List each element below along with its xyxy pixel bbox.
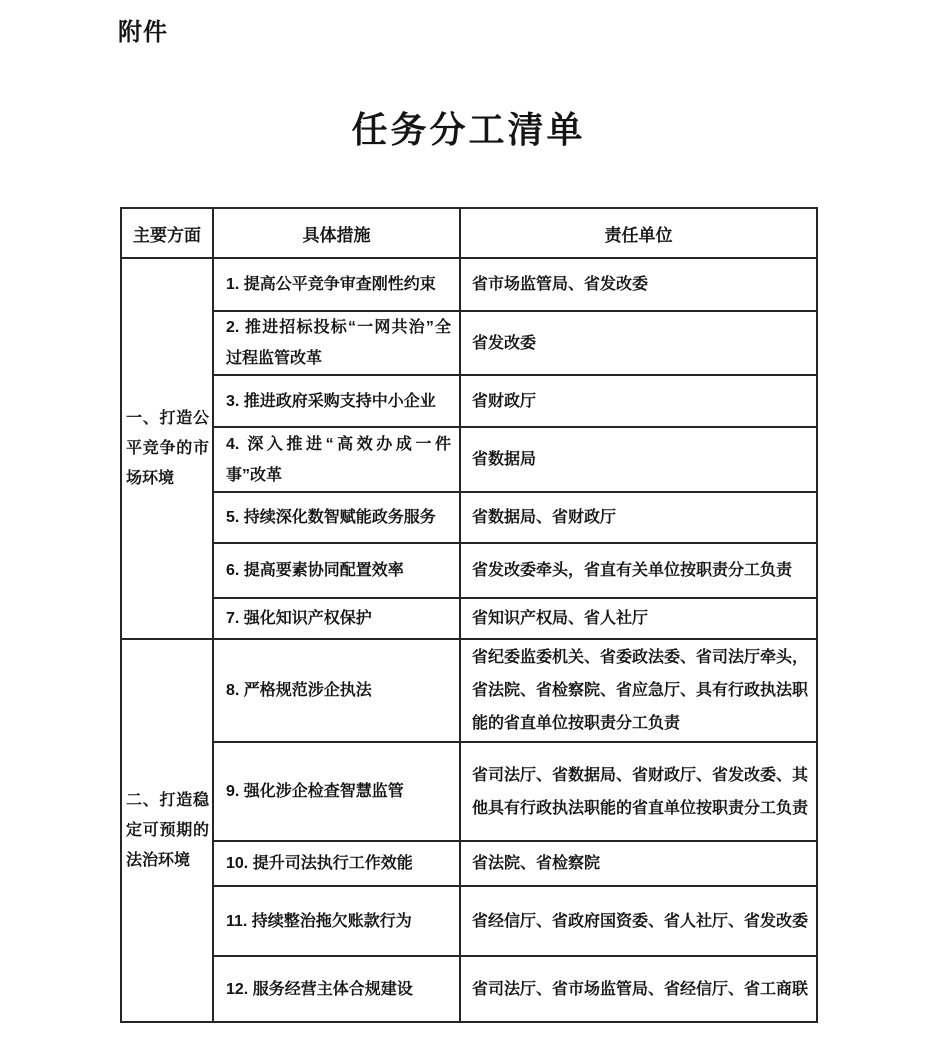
unit-cell: 省知识产权局、省人社厅 (460, 598, 817, 639)
header-main-aspect: 主要方面 (121, 208, 213, 258)
table-row (121, 742, 817, 841)
unit-cell: 省数据局、省财政厅 (460, 492, 817, 543)
table-row (121, 886, 817, 956)
table-row (121, 375, 817, 427)
measure-cell: 1. 提高公平竞争审查刚性约束 (213, 258, 460, 311)
table-row (121, 427, 817, 492)
table-header-row (121, 208, 817, 258)
group-cell-legal-environment: 二、打造稳定可预期的法治环境 (121, 639, 213, 1022)
measure-cell: 9. 强化涉企检查智慧监管 (213, 742, 460, 841)
unit-cell: 省经信厅、省政府国资委、省人社厅、省发改委 (460, 886, 817, 956)
unit-cell: 省财政厅 (460, 375, 817, 427)
header-responsible-unit: 责任单位 (460, 208, 817, 258)
unit-cell: 省数据局 (460, 427, 817, 492)
group-cell-market-environment: 一、打造公平竞争的市场环境 (121, 258, 213, 639)
page-title: 任务分工清单 (351, 110, 586, 150)
measure-cell: 10. 提升司法执行工作效能 (213, 841, 460, 886)
unit-cell: 省司法厅、省数据局、省财政厅、省发改委、其他具有行政执法职能的省直单位按职责分工负责 (460, 742, 817, 841)
table-row (121, 492, 817, 543)
measure-cell: 8. 严格规范涉企执法 (213, 639, 460, 742)
measure-cell: 6. 提高要素协同配置效率 (213, 543, 460, 598)
unit-cell: 省发改委 (460, 311, 817, 375)
measure-cell: 12. 服务经营主体合规建设 (213, 956, 460, 1022)
unit-cell: 省纪委监委机关、省委政法委、省司法厅牵头，省法院、省检察院、省应急厅、具有行政执法职能的省直单位按职责分工负责 (460, 639, 817, 742)
measure-cell: 5. 持续深化数智赋能政务服务 (213, 492, 460, 543)
unit-cell: 省发改委牵头，省直有关单位按职责分工负责 (460, 543, 817, 598)
table-row (121, 639, 817, 742)
attachment-label: 附件 (118, 19, 168, 46)
table-row (121, 956, 817, 1022)
unit-cell: 省法院、省检察院 (460, 841, 817, 886)
measure-cell: 2. 推进招标投标“一网共治”全过程监管改革 (213, 311, 460, 375)
table-row (121, 543, 817, 598)
table-row (121, 598, 817, 639)
unit-cell: 省市场监管局、省发改委 (460, 258, 817, 311)
task-assignment-table (120, 207, 818, 1023)
unit-cell: 省司法厅、省市场监管局、省经信厅、省工商联 (460, 956, 817, 1022)
table-row (121, 258, 817, 311)
measure-cell: 3. 推进政府采购支持中小企业 (213, 375, 460, 427)
measure-cell: 11. 持续整治拖欠账款行为 (213, 886, 460, 956)
measure-cell: 7. 强化知识产权保护 (213, 598, 460, 639)
table-row (121, 841, 817, 886)
table-row (121, 311, 817, 375)
header-measures: 具体措施 (213, 208, 460, 258)
measure-cell: 4. 深入推进“高效办成一件事”改革 (213, 427, 460, 492)
